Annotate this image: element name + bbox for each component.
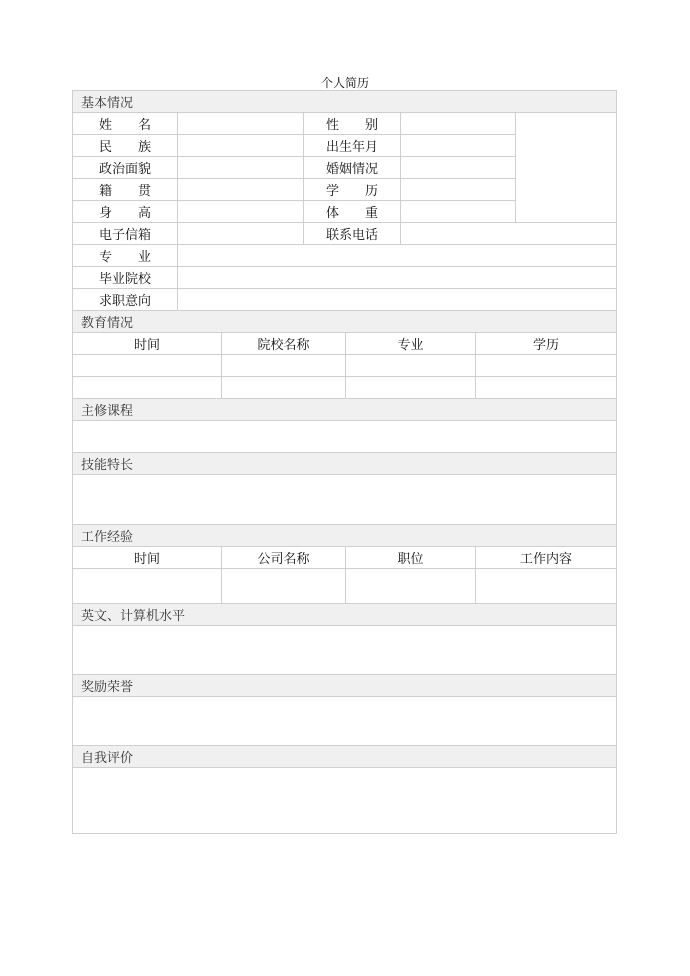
work-cell[interactable] bbox=[222, 569, 346, 604]
field-email[interactable] bbox=[178, 223, 304, 245]
edu-col-time: 时间 bbox=[73, 333, 222, 355]
edu-cell[interactable] bbox=[346, 377, 476, 399]
label-email: 电子信箱 bbox=[73, 223, 178, 245]
section-education: 教育情况 bbox=[73, 311, 617, 333]
label-height: 身 高 bbox=[73, 201, 178, 223]
field-major[interactable] bbox=[178, 245, 617, 267]
label-ethnicity: 民 族 bbox=[73, 135, 178, 157]
label-major: 专 业 bbox=[73, 245, 178, 267]
label-political: 政治面貌 bbox=[73, 157, 178, 179]
field-objective[interactable] bbox=[178, 289, 617, 311]
language-computer-content[interactable] bbox=[73, 626, 617, 675]
section-work: 工作经验 bbox=[73, 525, 617, 547]
work-col-content: 工作内容 bbox=[476, 547, 617, 569]
section-self-evaluation: 自我评价 bbox=[73, 746, 617, 768]
edu-row bbox=[73, 377, 617, 399]
field-height[interactable] bbox=[178, 201, 304, 223]
label-marital: 婚姻情况 bbox=[304, 157, 401, 179]
label-education: 学 历 bbox=[304, 179, 401, 201]
field-political[interactable] bbox=[178, 157, 304, 179]
edu-cell[interactable] bbox=[222, 377, 346, 399]
field-marital[interactable] bbox=[401, 157, 516, 179]
edu-cell[interactable] bbox=[476, 377, 617, 399]
edu-col-school: 院校名称 bbox=[222, 333, 346, 355]
section-skills: 技能特长 bbox=[73, 453, 617, 475]
edu-cell[interactable] bbox=[476, 355, 617, 377]
resume-table bbox=[72, 90, 617, 834]
field-native-place[interactable] bbox=[178, 179, 304, 201]
label-school: 毕业院校 bbox=[73, 267, 178, 289]
edu-cell[interactable] bbox=[73, 377, 222, 399]
work-cell[interactable] bbox=[476, 569, 617, 604]
awards-content[interactable] bbox=[73, 697, 617, 746]
label-birth: 出生年月 bbox=[304, 135, 401, 157]
section-language-computer: 英文、计算机水平 bbox=[73, 604, 617, 626]
edu-cell[interactable] bbox=[222, 355, 346, 377]
work-col-position: 职位 bbox=[346, 547, 476, 569]
skills-content[interactable] bbox=[73, 475, 617, 525]
field-name[interactable] bbox=[178, 113, 304, 135]
field-birth[interactable] bbox=[401, 135, 516, 157]
field-weight[interactable] bbox=[401, 201, 516, 223]
label-objective: 求职意向 bbox=[73, 289, 178, 311]
edu-row bbox=[73, 355, 617, 377]
self-evaluation-content[interactable] bbox=[73, 768, 617, 834]
work-col-time: 时间 bbox=[73, 547, 222, 569]
field-phone[interactable] bbox=[401, 223, 617, 245]
edu-cell[interactable] bbox=[346, 355, 476, 377]
work-row bbox=[73, 569, 617, 604]
document-title: 个人简历 bbox=[320, 76, 369, 90]
section-basic-info: 基本情况 bbox=[73, 91, 617, 113]
field-gender[interactable] bbox=[401, 113, 516, 135]
label-native-place: 籍 贯 bbox=[73, 179, 178, 201]
label-gender: 性 别 bbox=[304, 113, 401, 135]
field-ethnicity[interactable] bbox=[178, 135, 304, 157]
work-col-company: 公司名称 bbox=[222, 547, 346, 569]
section-awards: 奖励荣誉 bbox=[73, 675, 617, 697]
work-cell[interactable] bbox=[346, 569, 476, 604]
work-cell[interactable] bbox=[73, 569, 222, 604]
label-phone: 联系电话 bbox=[304, 223, 401, 245]
edu-col-major: 专业 bbox=[346, 333, 476, 355]
photo-box[interactable] bbox=[516, 113, 617, 223]
label-weight: 体 重 bbox=[304, 201, 401, 223]
edu-col-degree: 学历 bbox=[476, 333, 617, 355]
field-education[interactable] bbox=[401, 179, 516, 201]
section-courses: 主修课程 bbox=[73, 399, 617, 421]
label-name: 姓 名 bbox=[73, 113, 178, 135]
edu-cell[interactable] bbox=[73, 355, 222, 377]
field-school[interactable] bbox=[178, 267, 617, 289]
courses-content[interactable] bbox=[73, 421, 617, 453]
